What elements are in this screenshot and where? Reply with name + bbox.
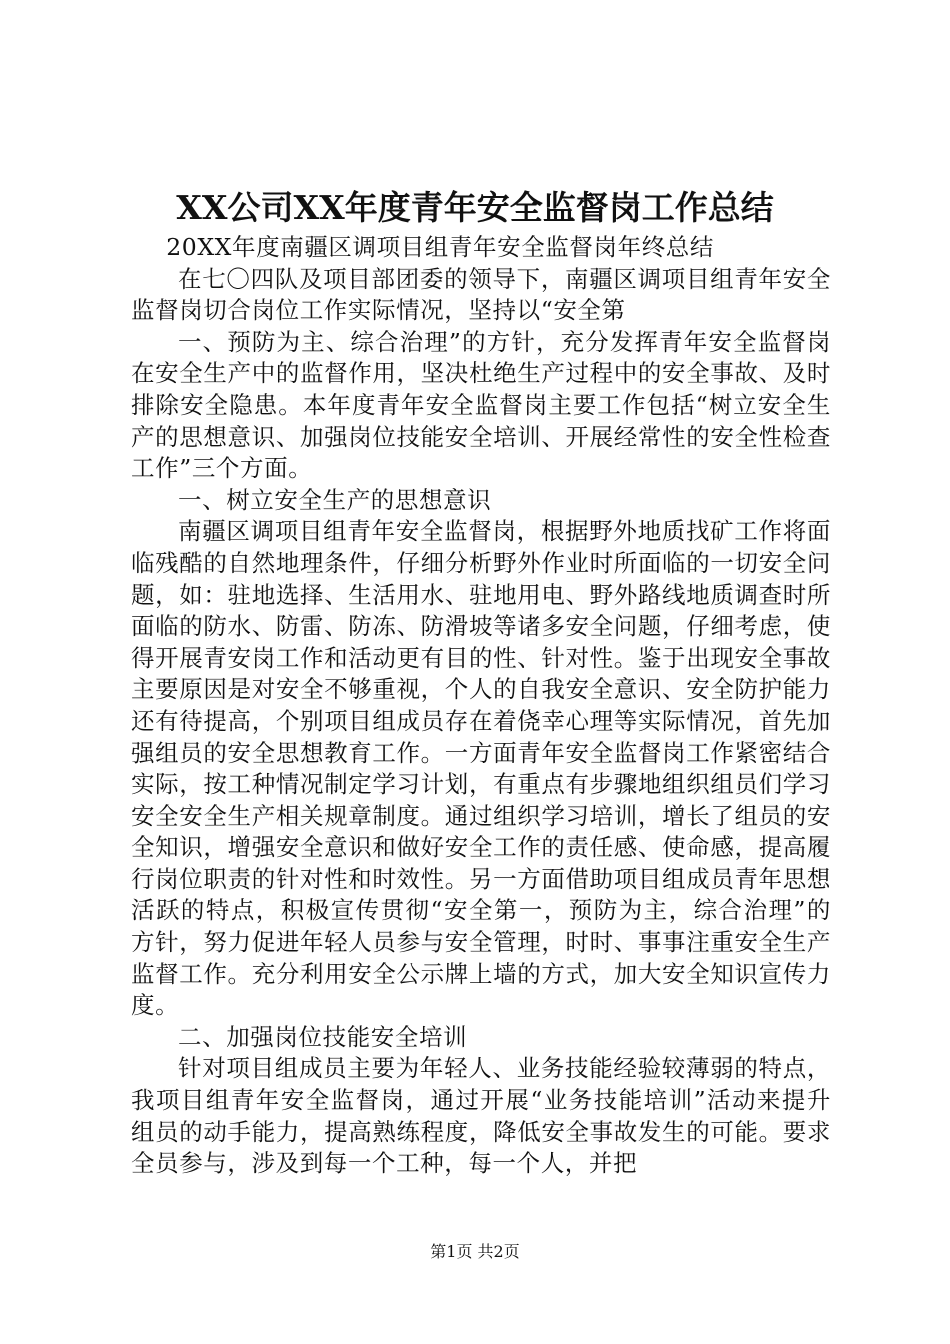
paragraph-principle: 一、预防为主、综合治理”的方针，充分发挥青年安全监督岗在安全生产中的监督作用，坚决杜绝生产过程中的安全事故、及时排除安全隐患。本年度青年安全监督岗主要工作包括“树立安全生产的思想意识、加强岗位技能安全培训、开展经常性的安全性检查工作”三个方面。 [131, 327, 831, 483]
report-subtitle: 20XX年度南疆区调项目组青年安全监督岗年终总结 [166, 233, 715, 261]
page-number-footer: 第1页 共2页 [430, 1242, 520, 1261]
paragraph-section-1: 南疆区调项目组青年安全监督岗，根据野外地质找矿工作将面临残酷的自然地理条件，仔细分析野外作业时所面临的一切安全问题，如：驻地选择、生活用水、驻地用电、野外路线地质调查时所面临的防水、防雷、防冻、防滑坡等诸多安全问题，仔细考虑，使得开展青安岗工作和活动更有目的性、针对性。鉴于出现安全事故主要原因是对安全不够重视，个人的自我安全意识、安全防护能力还有待提高，个别项目组成员存在着侥幸心理等实际情况，首先加强组员的安全思想教育工作。一方面青年安全监督岗工作紧密结合实际，按工种情况制定学习计划，有重点有步骤地组织组员们学习安全安全生产相关规章制度。通过组织学习培训，增长了组员的安全知识，增强安全意识和做好安全工作的责任感、使命感，提高履行岗位职责的针对性和时效性。另一方面借助项目组成员青年思想活跃的特点，积极宣传贯彻“安全第一，预防为主，综合治理”的方针，努力促进年轻人员参与安全管理，时时、事事注重安全生产监督工作。充分利用安全公示牌上墙的方式，加大安全知识宣传力度。 [131, 517, 831, 1020]
paragraph-intro: 在七〇四队及项目部团委的领导下，南疆区调项目组青年安全监督岗切合岗位工作实际情况，坚持以“安全第 [131, 264, 831, 325]
paragraph-section-2: 针对项目组成员主要为年轻人、业务技能经验较薄弱的特点，我项目组青年安全监督岗，通过开展“业务技能培训”活动来提升组员的动手能力，提高熟练程度，降低安全事故发生的可能。要求全员参与，涉及到每一个工种，每一个人，并把 [131, 1054, 831, 1178]
section-heading-2: 二、加强岗位技能安全培训 [178, 1022, 468, 1051]
document-body [131, 232, 831, 1180]
document-title: XX公司XX年度青年安全监督岗工作总结 [176, 188, 774, 227]
section-heading-1: 一、树立安全生产的思想意识 [178, 485, 492, 514]
